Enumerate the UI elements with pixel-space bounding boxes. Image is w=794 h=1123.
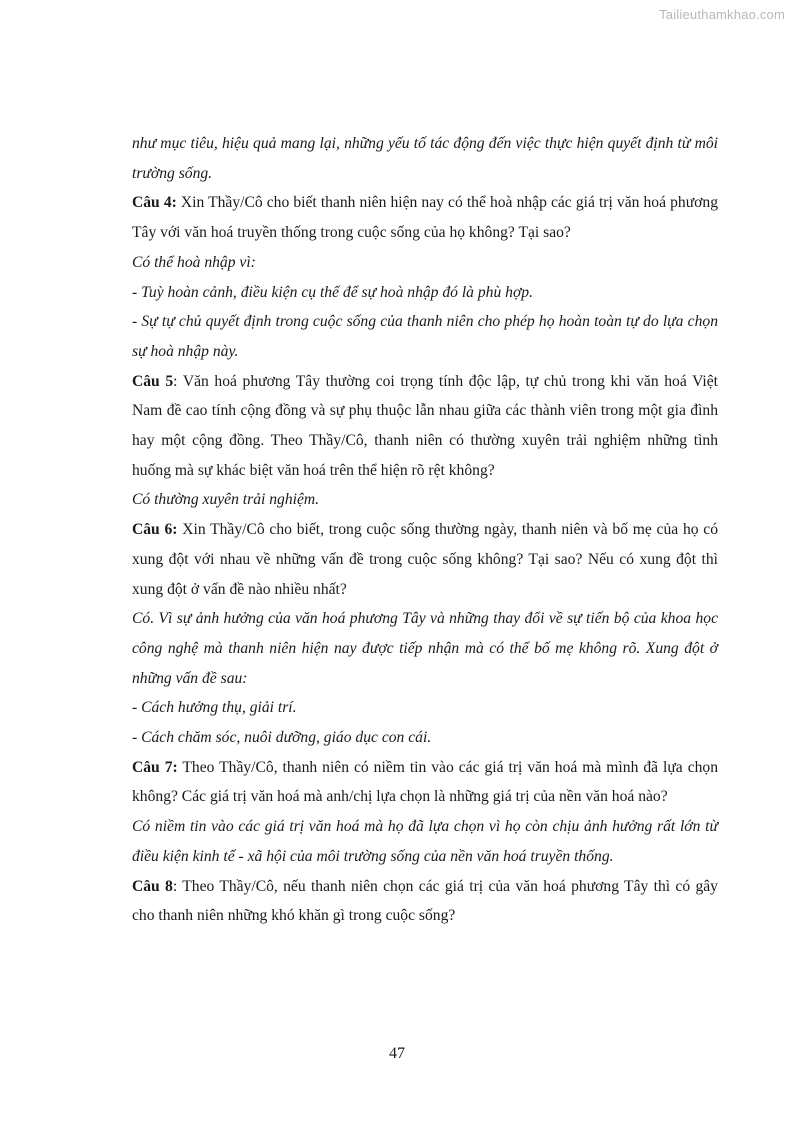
- answer-paragraph: như mục tiêu, hiệu quả mang lại, những yếu tố tác động đến việc thực hiện quyết định từ môi trường sống.: [132, 135, 718, 182]
- answer-paragraph: Có thể hoà nhập vì:: [132, 253, 256, 271]
- question-4: [132, 188, 718, 247]
- question-label: Câu 8: [132, 877, 173, 895]
- question-8: [132, 872, 718, 931]
- question-5: [132, 367, 718, 486]
- question-text: Xin Thầy/Cô cho biết thanh niên hiện nay có thể hoà nhập các giá trị văn hoá phương Tây với văn hoá truyền thống trong cuộc sống của họ không? Tại sao?: [132, 194, 718, 242]
- answer-paragraph: Có niềm tin vào các giá trị văn hoá mà họ đã lựa chọn vì họ còn chịu ảnh hưởng rất lớn từ điều kiện kinh tế - xã hội của môi trường sống của nền văn hoá truyền thống.: [132, 818, 718, 865]
- question-label: Câu 4:: [132, 194, 177, 212]
- document-body: [132, 129, 718, 931]
- question-text: Theo Thầy/Cô, thanh niên có niềm tin vào các giá trị văn hoá mà mình đã lựa chọn không? Các giá trị văn hoá mà anh/chị lựa chọn là những giá trị của nền văn hoá nào?: [132, 758, 719, 806]
- question-label: Câu 6:: [132, 521, 178, 539]
- question-6: [132, 515, 718, 604]
- question-text: Xin Thầy/Cô cho biết, trong cuộc sống thường ngày, thanh niên và bố mẹ của họ có xung đột với nhau về những vấn đề trong cuộc sống không? Tại sao? Nếu có xung đột thì xung đột ở vấn đề nào nhiều nhất?: [132, 521, 719, 598]
- answer-bullet: - Tuỳ hoàn cảnh, điều kiện cụ thể để sự hoà nhập đó là phù hợp.: [132, 283, 533, 301]
- page-number: 47: [389, 1045, 405, 1062]
- question-text: : Văn hoá phương Tây thường coi trọng tính độc lập, tự chủ trong khi văn hoá Việt Nam đề cao tính cộng đồng và sự phụ thuộc lẫn nhau giữa các thành viên trong một gia đình hay một cộng đồng. Theo Thầy/Cô, thanh niên có thường xuyên trải nghiệm những tình huống mà sự khác biệt văn hoá trên thể hiện rõ rệt không?: [132, 372, 718, 479]
- question-label: Câu 5: [132, 372, 174, 390]
- answer-paragraph: Có thường xuyên trải nghiệm.: [132, 491, 320, 509]
- question-text: : Theo Thầy/Cô, nếu thanh niên chọn các giá trị của văn hoá phương Tây thì có gây cho thanh niên những khó khăn gì trong cuộc sống?: [132, 877, 718, 925]
- answer-bullet: - Cách hưởng thụ, giải trí.: [132, 699, 297, 717]
- question-7: [132, 753, 718, 812]
- answer-bullet: - Cách chăm sóc, nuôi dưỡng, giáo dục con cái.: [132, 729, 432, 747]
- watermark: Tailieuthamkhao.com: [659, 7, 785, 22]
- answer-paragraph: Có. Vì sự ảnh hưởng của văn hoá phương Tây và những thay đổi về sự tiến bộ của khoa học công nghệ mà thanh niên hiện nay được tiếp nhận mà có thể bố mẹ không rõ. Xung đột ở những vấn đề sau:: [132, 610, 718, 687]
- question-label: Câu 7:: [132, 758, 178, 776]
- answer-bullet: - Sự tự chủ quyết định trong cuộc sống của thanh niên cho phép họ hoàn toàn tự do lựa chọn sự hoà nhập này.: [132, 313, 718, 360]
